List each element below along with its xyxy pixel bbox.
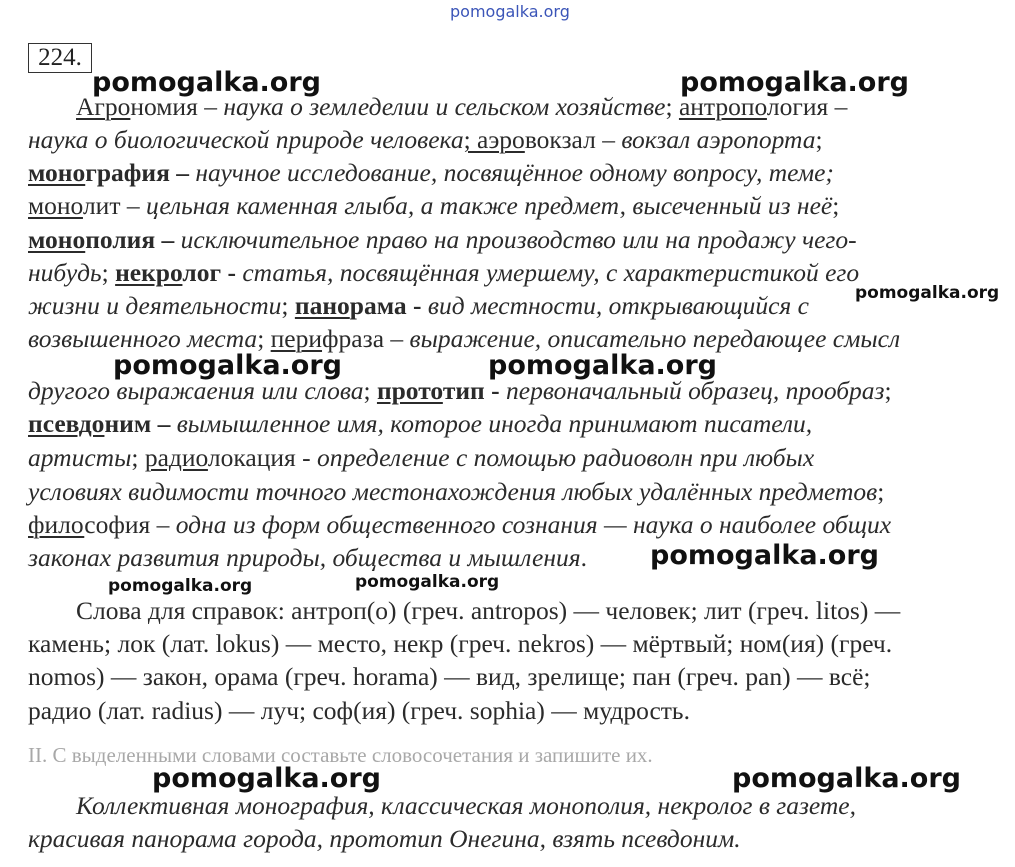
- definition-line-4: монолит – цельная каменная глыба, а также предмет, высеченный из неё;: [28, 191, 840, 220]
- watermark: pomogalka.org: [152, 763, 381, 794]
- reference-line-2: камень; лок (лат. lokus) — место, некр (греч. nekros) — мёртвый; ном(ия) (греч.: [28, 629, 893, 658]
- definition-line-6: нибудь; некролог - статья, посвящённая умершему, с характеристикой его: [28, 258, 860, 287]
- header-watermark: pomogalka.org: [450, 2, 570, 21]
- definition-line-8: возвышенного места; перифраза – выражение, описательно передающее смысл: [28, 324, 901, 353]
- definition-line-12: условиях видимости точного местонахождения любых удалённых предметов;: [28, 477, 885, 506]
- definition-line-10: псевдоним – вымышленное имя, которое иногда принимают писатели,: [28, 409, 813, 438]
- exercise-number: 224.: [28, 43, 92, 73]
- reference-line-3: nomos) — закон, орама (греч. horama) — вид, зрелище; пан (греч. pan) — всё;: [28, 662, 871, 691]
- definition-line-7: жизни и деятельности; панорама - вид местности, открывающийся с: [28, 291, 809, 320]
- watermark: pomogalka.org: [355, 572, 500, 592]
- reference-line-4: радио (лат. radius) — луч; соф(ия) (греч. sophia) — мудрость.: [28, 696, 690, 725]
- watermark: pomogalka.org: [650, 540, 879, 571]
- watermark: pomogalka.org: [108, 576, 253, 596]
- watermark: pomogalka.org: [680, 67, 909, 98]
- watermark: pomogalka.org: [113, 350, 342, 381]
- definition-line-14: законах развития природы, общества и мышления.: [28, 543, 587, 572]
- definition-line-11: артисты; радиолокация - определение с помощью радиоволн при любых: [28, 443, 815, 472]
- answer-line-2: красивая панорама города, прототип Онегина, взять псевдоним.: [28, 824, 741, 853]
- definition-line-3: монография – научное исследование, посвящённое одному вопросу, теме;: [28, 158, 834, 187]
- definition-line-5: монополия – исключительное право на производство или на продажу чего-: [28, 225, 857, 254]
- definition-line-13: философия – одна из форм общественного сознания — наука о наиболее общих: [28, 510, 892, 539]
- task-instruction: II. С выделенными словами составьте словосочетания и запишите их.: [28, 743, 653, 767]
- answer-line-1: Коллективная монография, классическая монополия, некролог в газете,: [76, 791, 857, 820]
- definition-line-9: другого выражаения или слова; прототип - первоначальный образец, прообраз;: [28, 376, 892, 405]
- watermark: pomogalka.org: [732, 763, 961, 794]
- definition-line-2: наука о биологической природе человека; аэровокзал – вокзал аэропорта;: [28, 125, 823, 154]
- watermark: pomogalka.org: [488, 350, 717, 381]
- watermark: pomogalka.org: [855, 283, 1000, 303]
- watermark: pomogalka.org: [92, 67, 321, 98]
- definition-line-1: Агрономия – наука о земледелии и сельском хозяйстве; антропология –: [76, 92, 848, 121]
- reference-line-1: Слова для справок: антроп(о) (греч. antropos) — человек; лит (греч. litos) —: [76, 596, 901, 625]
